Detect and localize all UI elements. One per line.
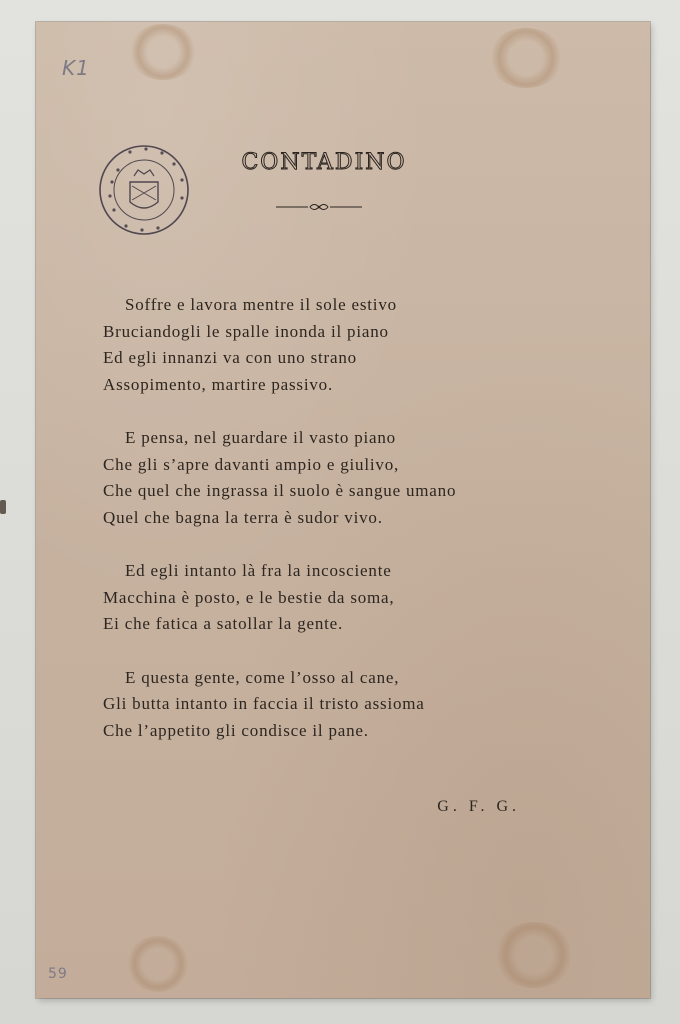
verse-line: Ed egli intanto là fra la incosciente (125, 561, 392, 580)
verse-line: Assopimento, martire passivo. (103, 374, 334, 394)
verse-line: Macchina è posto, e le bestie da soma, (103, 587, 395, 607)
stanza (103, 292, 573, 398)
verse-line: Quel che bagna la terra è sudor vivo. (103, 507, 383, 527)
stanza (103, 425, 573, 531)
verse-line: E pensa, nel guardare il vasto piano (125, 428, 396, 447)
title-ornament (276, 200, 362, 214)
verse-line: Che quel che ingrassa il suolo è sangue umano (103, 481, 457, 500)
stain-mark (494, 922, 574, 988)
verse-line: Ed egli innanzi va con uno strano (103, 348, 357, 367)
stanza (103, 558, 573, 638)
stain-mark (128, 24, 198, 80)
verse-line: Soffre e lavora mentre il sole estivo (125, 295, 397, 314)
verse-line: E questa gente, come l’osso al cane, (125, 667, 400, 687)
verse-line: Che gli s’apre davanti ampio e giulivo, (103, 454, 400, 474)
verse-line: Gli butta intanto in faccia il tristo assioma (103, 694, 425, 713)
verse-line: Ei che fatica a satollar la gente. (103, 614, 344, 633)
binding-edge-mark (0, 500, 6, 514)
stanza (103, 665, 573, 745)
verse-line: Che l’appetito gli condisce il pane. (103, 720, 369, 740)
poem-body (103, 292, 573, 771)
pencil-annotation-top: K1 (62, 56, 90, 80)
poem-title: CONTADINO (241, 150, 407, 175)
author-signature: G. F. G. (437, 798, 520, 815)
pencil-annotation-bottom: 59 (48, 966, 68, 982)
stain-mark (126, 936, 190, 992)
stain-mark (488, 28, 564, 88)
verse-line: Bruciandogli le spalle inonda il piano (103, 321, 389, 341)
